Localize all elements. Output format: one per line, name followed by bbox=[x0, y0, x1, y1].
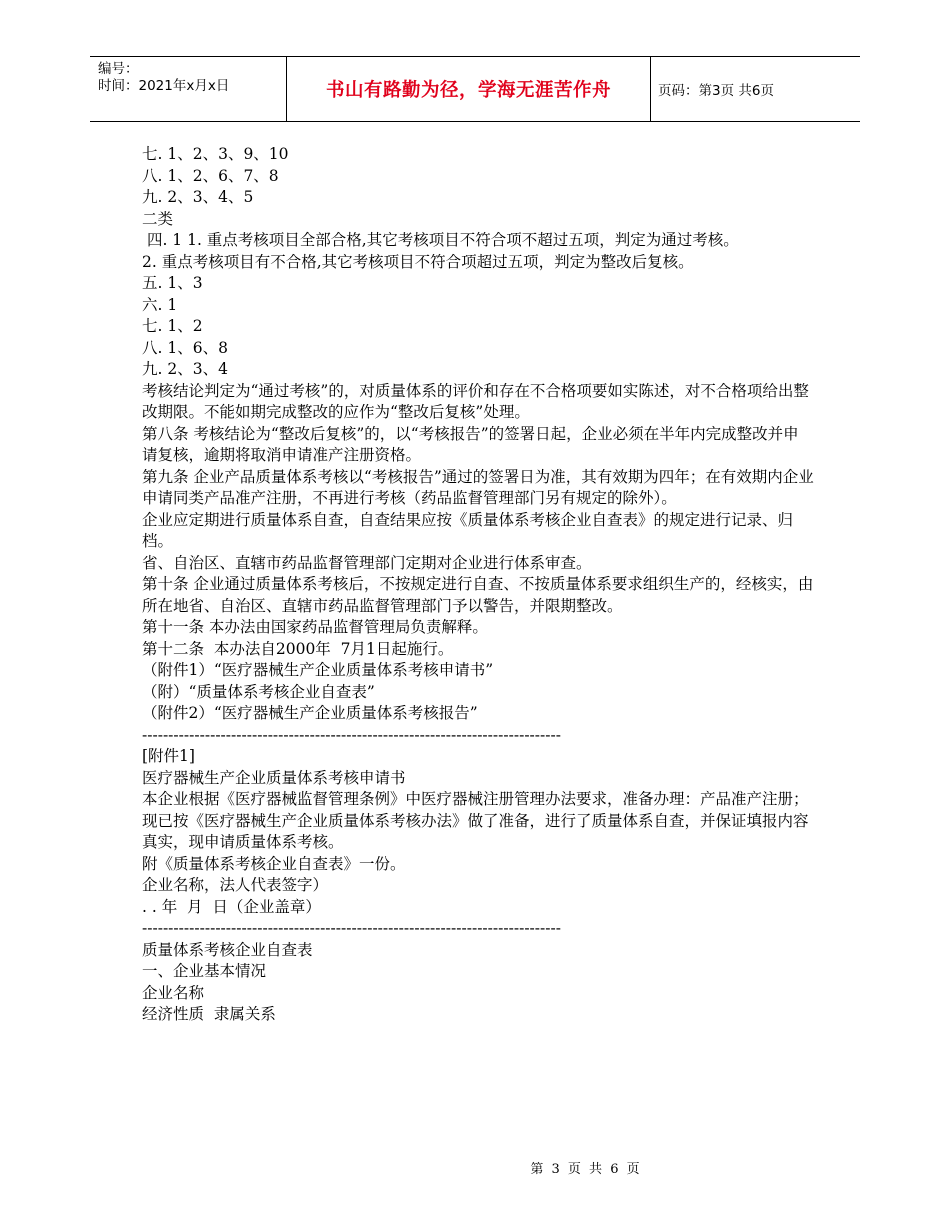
text-line: （附件1）“医疗器械生产企业质量体系考核申请书” bbox=[142, 661, 494, 679]
text-line: 第十一条 本办法由国家药品监督管理局负责解释。 bbox=[142, 618, 488, 636]
header-motto: 书山有路勤为径，学海无涯苦作舟 bbox=[325, 80, 611, 101]
text-line: （附）“质量体系考核企业自查表” bbox=[142, 682, 375, 701]
separator-line: -------------------------------------------------------------------------------- bbox=[142, 725, 561, 744]
text-line: 七. 1、2 bbox=[142, 317, 203, 335]
text-line: 企业应定期进行质量体系自查，自查结果应按《质量体系考核企业自查表》的规定进行记录、归档。 bbox=[142, 510, 794, 550]
text-line: 2. 重点考核项目有不合格,其它考核项目不符合项超过五项，判定为整改后复核。 bbox=[142, 252, 694, 271]
text-line: 五. 1、3 bbox=[142, 274, 203, 292]
text-line: 八. 1、6、8 bbox=[142, 338, 228, 357]
text-line: 四. 1 1. 重点考核项目全部合格,其它考核项目不符合项不超过五项，判定为通过考核。 bbox=[142, 231, 739, 249]
text-line: 七. 1、2、3、9、10 bbox=[142, 145, 289, 163]
text-line: 考核结论判定为“通过考核”的，对质量体系的评价和存在不合格项要如实陈述，对不合格项给出整改期限。不能如期完成整改的应作为“整改后复核”处理。 bbox=[142, 381, 809, 421]
header-divider-right bbox=[650, 57, 651, 121]
text-line: 二类 bbox=[142, 209, 174, 228]
text-line: 第十条 企业通过质量体系考核后，不按规定进行自查、不按质量体系要求组织生产的，经核实，由所在地省、自治区、直辖市药品监督管理部门予以警告，并限期整改。 bbox=[142, 575, 814, 615]
text-line: 八. 1、2、6、7、8 bbox=[142, 166, 279, 185]
text-line: （附件2）“医疗器械生产企业质量体系考核报告” bbox=[142, 704, 478, 722]
header-page-info: 页码：第3页 共6页 bbox=[658, 83, 774, 99]
text-line: . . 年 月 日（企业盖章） bbox=[142, 897, 321, 916]
text-line: 经济性质 隶属关系 bbox=[142, 1005, 276, 1023]
separator-line: -------------------------------------------------------------------------------- bbox=[142, 919, 561, 937]
text-line: 第十二条 本办法自2000年 7月1日起施行。 bbox=[142, 639, 454, 658]
text-line: 附《质量体系考核企业自查表》一份。 bbox=[142, 854, 406, 873]
text-line: 质量体系考核企业自查表 bbox=[142, 940, 313, 959]
document-body bbox=[142, 144, 814, 1026]
header-number-label: 编号： bbox=[98, 61, 139, 77]
page-header bbox=[90, 56, 860, 122]
text-line: 企业名称，法人代表签字） bbox=[142, 876, 329, 894]
text-line: 第八条 考核结论为“整改后复核”的，以“考核报告”的签署日起，企业必须在半年内完成整改并申请复核，逾期将取消申请准产注册资格。 bbox=[142, 424, 799, 464]
page-footer bbox=[0, 1158, 950, 1177]
text-line: 第九条 企业产品质量体系考核以“考核报告”通过的签署日为准，其有效期为四年；在有效期内企业申请同类产品准产注册，不再进行考核（药品监督管理部门另有规定的除外）。 bbox=[142, 467, 814, 507]
header-time-label: 时间：2021年x月x日 bbox=[98, 78, 230, 94]
header-meta bbox=[98, 61, 288, 95]
text-line: 一、企业基本情况 bbox=[142, 962, 267, 980]
text-line: [附件1] bbox=[142, 747, 195, 765]
text-line: 六. 1 bbox=[142, 295, 178, 314]
text-line: 企业名称 bbox=[142, 983, 205, 1002]
footer-page-number: 第 3 页 共 6 页 bbox=[530, 1162, 640, 1177]
text-line: 医疗器械生产企业质量体系考核申请书 bbox=[142, 768, 406, 787]
text-line: 本企业根据《医疗器械监督管理条例》中医疗器械注册管理办法要求，准备办理：产品准产注册；现已按《医疗器械生产企业质量体系考核办法》做了准备，进行了质量体系自查，并保证填报内容真实，现申请质量体系考核。 bbox=[142, 790, 809, 851]
text-line: 省、自治区、直辖市药品监督管理部门定期对企业进行体系审查。 bbox=[142, 553, 592, 572]
text-line: 九. 2、3、4、5 bbox=[142, 188, 254, 206]
text-line: 九. 2、3、4 bbox=[142, 360, 228, 378]
